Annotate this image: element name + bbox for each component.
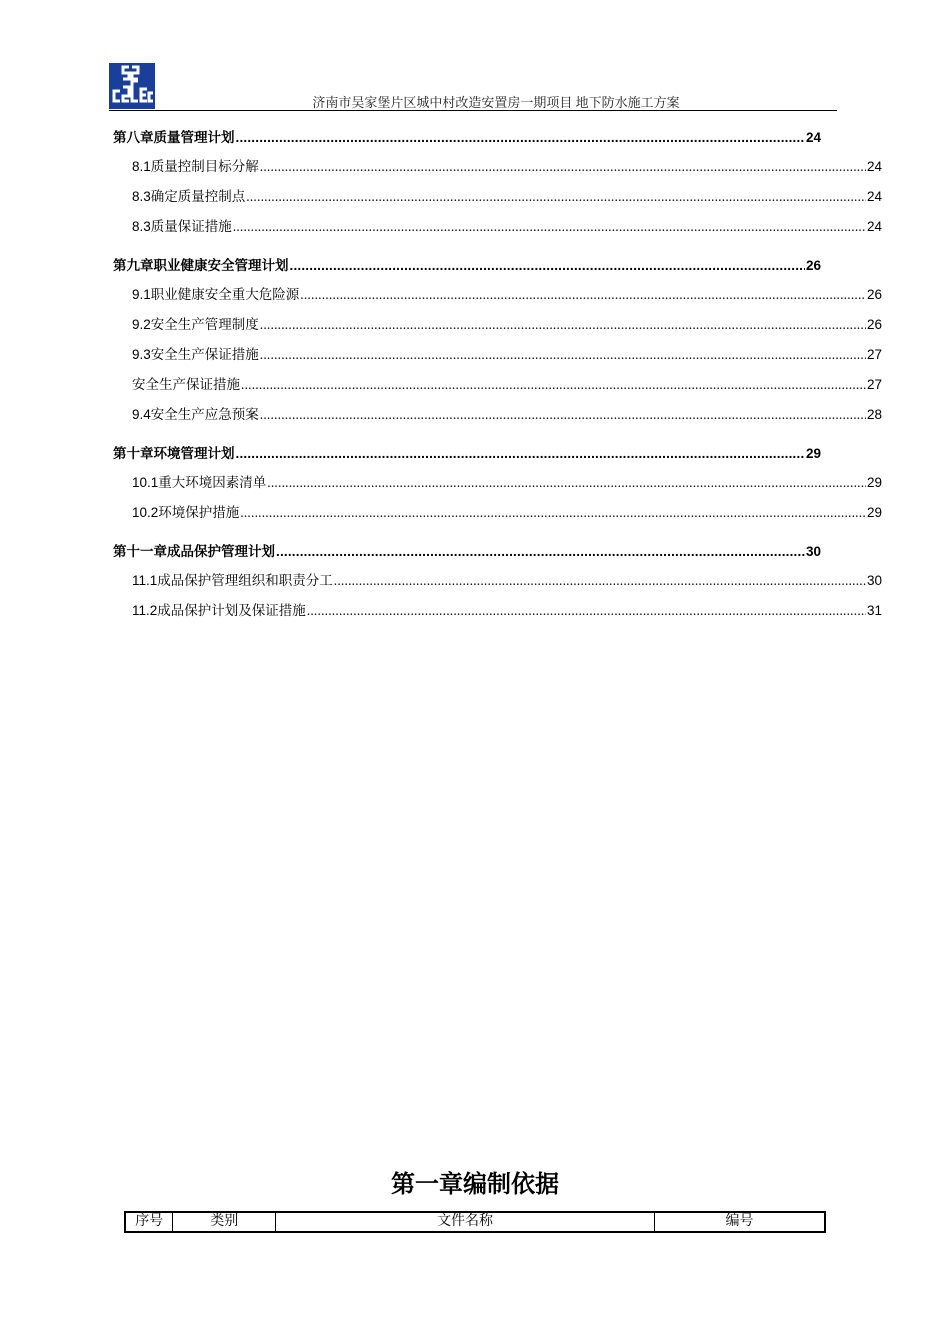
table-of-contents <box>113 128 882 626</box>
toc-page-number: 27 <box>866 347 882 362</box>
toc-chapter-group <box>113 542 882 626</box>
column-header-index: 序号 <box>125 1212 173 1232</box>
toc-section-entry[interactable] <box>132 212 882 242</box>
toc-leader-dots <box>260 310 866 340</box>
toc-page-number: 27 <box>866 377 882 392</box>
toc-page-number: 30 <box>866 573 882 588</box>
toc-page-number: 24 <box>805 130 821 145</box>
toc-leader-dots <box>300 280 866 310</box>
toc-leader-dots <box>290 256 805 276</box>
toc-page-number: 26 <box>805 258 821 273</box>
toc-section-title: 确定质量控制点 <box>150 189 246 204</box>
toc-chapter-group <box>113 128 882 242</box>
toc-page-number: 29 <box>805 446 821 461</box>
toc-page-number: 26 <box>866 287 882 302</box>
toc-section-number: 8.1 <box>132 159 151 174</box>
basis-documents-table <box>124 1211 826 1233</box>
toc-section-title: 成品保护管理组织和职责分工 <box>157 573 333 588</box>
toc-leader-dots <box>334 566 866 596</box>
toc-section-entry[interactable] <box>132 468 882 498</box>
chapter-1-title: 第一章编制依据 <box>391 1170 559 1198</box>
column-header-document-name: 文件名称 <box>276 1212 655 1232</box>
toc-leader-dots <box>246 182 866 212</box>
toc-section-number: 9.4 <box>132 407 151 422</box>
toc-chapter-title: 第十章环境管理计划 <box>113 446 235 461</box>
toc-section-number: 9.1 <box>132 287 151 302</box>
document-header-title: 济南市吴家堡片区城中村改造安置房一期项目 地下防水施工方案 <box>312 95 680 110</box>
toc-section-title: 职业健康安全重大危险源 <box>150 287 300 302</box>
toc-section-title: 安全生产应急预案 <box>150 407 259 422</box>
toc-section-title: 成品保护计划及保证措施 <box>157 603 306 618</box>
toc-leader-dots <box>276 542 805 562</box>
column-header-category: 类别 <box>173 1212 276 1232</box>
toc-page-number: 30 <box>805 544 821 559</box>
toc-section-entry[interactable] <box>132 400 882 430</box>
cscec-logo-icon <box>109 63 155 109</box>
toc-chapter-title: 第八章质量管理计划 <box>113 130 235 145</box>
toc-page-number: 29 <box>866 475 882 490</box>
toc-section-entry[interactable] <box>132 280 882 310</box>
toc-section-entry[interactable] <box>132 182 882 212</box>
toc-chapter-group <box>113 256 882 430</box>
toc-section-title: 安全生产保证措施 <box>150 347 259 362</box>
toc-page-number: 31 <box>866 603 882 618</box>
toc-section-number: 11.1 <box>132 573 158 588</box>
toc-section-entry[interactable] <box>132 340 882 370</box>
toc-section-title: 安全生产保证措施 <box>132 377 240 392</box>
toc-section-number: 11.2 <box>132 603 158 618</box>
toc-chapter-entry[interactable] <box>113 542 821 562</box>
toc-page-number: 24 <box>866 189 882 204</box>
toc-leader-dots <box>307 596 866 626</box>
toc-leader-dots <box>260 340 866 370</box>
toc-section-entry[interactable] <box>132 498 882 528</box>
toc-leader-dots <box>260 400 866 430</box>
table-header-row <box>125 1212 825 1232</box>
header-divider <box>109 110 837 111</box>
toc-section-entry[interactable] <box>132 370 882 400</box>
toc-section-entry[interactable] <box>132 596 882 626</box>
toc-section-title: 质量控制目标分解 <box>150 159 259 174</box>
toc-section-number: 8.3 <box>132 219 151 234</box>
toc-section-entry[interactable] <box>132 566 882 596</box>
toc-section-entry[interactable] <box>132 310 882 340</box>
toc-leader-dots <box>267 468 866 498</box>
toc-section-title: 重大环境因素清单 <box>158 475 267 490</box>
toc-section-number: 8.3 <box>132 189 151 204</box>
toc-page-number: 24 <box>866 219 882 234</box>
company-logo <box>109 63 155 109</box>
column-header-code: 编号 <box>654 1212 825 1232</box>
toc-section-number: 9.2 <box>132 317 151 332</box>
toc-chapter-title: 第九章职业健康安全管理计划 <box>113 258 289 273</box>
toc-chapter-entry[interactable] <box>113 256 821 276</box>
toc-chapter-entry[interactable] <box>113 444 821 464</box>
toc-leader-dots <box>236 444 805 464</box>
toc-leader-dots <box>233 212 866 242</box>
toc-leader-dots <box>240 498 866 528</box>
toc-page-number: 26 <box>866 317 882 332</box>
toc-section-entry[interactable] <box>132 152 882 182</box>
toc-page-number: 29 <box>866 505 882 520</box>
toc-leader-dots <box>260 152 866 182</box>
toc-page-number: 24 <box>866 159 882 174</box>
toc-leader-dots <box>241 370 866 400</box>
toc-chapter-title: 第十一章成品保护管理计划 <box>113 544 275 559</box>
toc-chapter-group <box>113 444 882 528</box>
toc-chapter-entry[interactable] <box>113 128 821 148</box>
toc-page-number: 28 <box>866 407 882 422</box>
toc-section-number: 9.3 <box>132 347 151 362</box>
toc-section-title: 质量保证措施 <box>150 219 232 234</box>
toc-section-number: 10.2 <box>132 505 159 520</box>
toc-leader-dots <box>236 128 805 148</box>
toc-section-number: 10.1 <box>132 475 159 490</box>
toc-section-title: 环境保护措施 <box>158 505 240 520</box>
toc-section-title: 安全生产管理制度 <box>150 317 259 332</box>
